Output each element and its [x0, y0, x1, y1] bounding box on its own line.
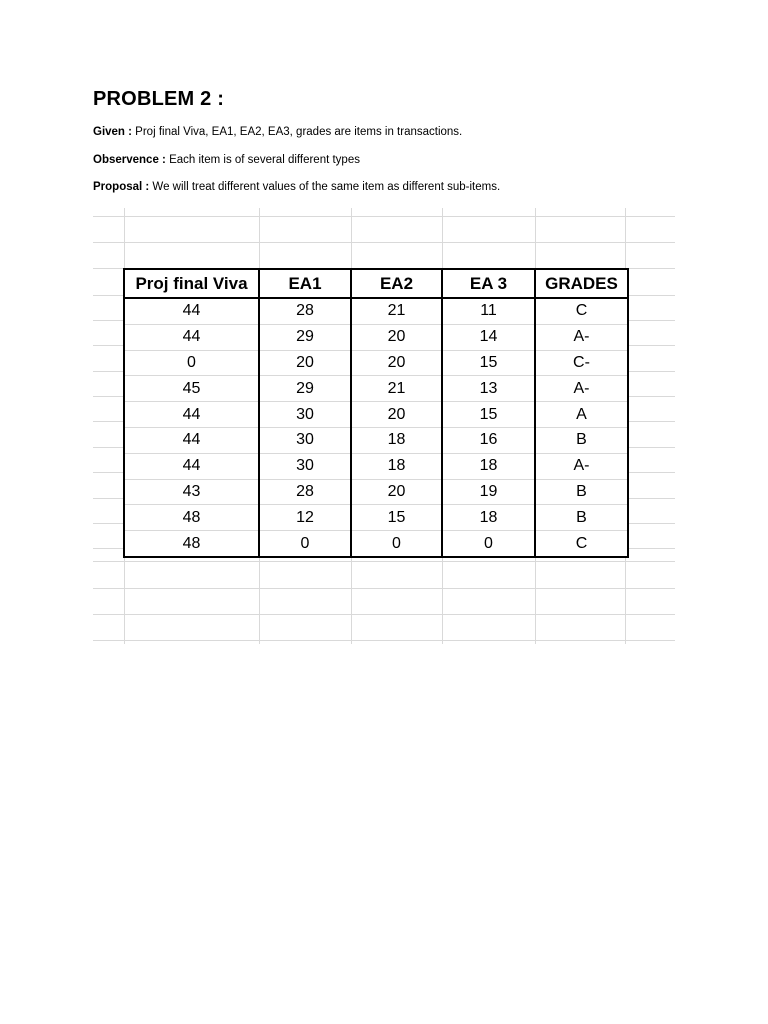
table-cell: 48 — [124, 531, 259, 557]
table-cell: 15 — [442, 402, 535, 428]
given-line — [93, 126, 462, 138]
table-cell: 44 — [124, 298, 259, 324]
gridline-horizontal — [93, 588, 675, 589]
given-text: Proj final Viva, EA1, EA2, EA3, grades are items in transactions. — [131, 126, 463, 138]
table-row — [124, 531, 628, 557]
table-cell: 43 — [124, 479, 259, 505]
table-cell: 30 — [259, 402, 351, 428]
table-cell: 29 — [259, 324, 351, 350]
gridline-horizontal — [93, 614, 675, 615]
table-cell: 20 — [351, 350, 442, 376]
table-cell: C- — [535, 350, 628, 376]
table-cell: 18 — [351, 453, 442, 479]
table-cell: 21 — [351, 376, 442, 402]
gridline-horizontal — [93, 242, 675, 243]
table-cell: 45 — [124, 376, 259, 402]
gridline-horizontal — [93, 216, 675, 217]
table-cell: C — [535, 531, 628, 557]
table-cell: 20 — [351, 324, 442, 350]
table-cell: 13 — [442, 376, 535, 402]
table-cell: 15 — [442, 350, 535, 376]
table-cell: 21 — [351, 298, 442, 324]
gridline-horizontal — [93, 640, 675, 641]
table-cell: 28 — [259, 298, 351, 324]
table-cell: A- — [535, 324, 628, 350]
table-row — [124, 505, 628, 531]
table-cell: 18 — [442, 505, 535, 531]
table-cell: 0 — [259, 531, 351, 557]
table-cell: 30 — [259, 453, 351, 479]
table-cell: 28 — [259, 479, 351, 505]
given-label: Given : — [93, 126, 132, 138]
table-cell: 30 — [259, 427, 351, 453]
table-row — [124, 453, 628, 479]
table-cell: 20 — [351, 402, 442, 428]
table-cell: 16 — [442, 427, 535, 453]
observence-label: Observence : — [93, 154, 166, 166]
table-cell: 0 — [351, 531, 442, 557]
table-cell: B — [535, 505, 628, 531]
gridline-horizontal — [93, 561, 675, 562]
header-proj-final-viva: Proj final Viva — [124, 269, 259, 298]
table-cell: C — [535, 298, 628, 324]
table-header-row — [124, 269, 628, 298]
table-cell: 19 — [442, 479, 535, 505]
proposal-line — [93, 181, 500, 193]
table-cell: 15 — [351, 505, 442, 531]
table-cell: 14 — [442, 324, 535, 350]
table-cell: 20 — [351, 479, 442, 505]
table-cell: A- — [535, 453, 628, 479]
table-cell: B — [535, 427, 628, 453]
table-row — [124, 376, 628, 402]
table-cell: 11 — [442, 298, 535, 324]
page-title: PROBLEM 2 : — [93, 88, 225, 110]
table-cell: 44 — [124, 453, 259, 479]
table-cell: 29 — [259, 376, 351, 402]
header-ea3: EA 3 — [442, 269, 535, 298]
table-cell: 18 — [442, 453, 535, 479]
header-ea1: EA1 — [259, 269, 351, 298]
grades-table — [123, 268, 629, 558]
proposal-label: Proposal : — [93, 181, 150, 193]
table-cell: 12 — [259, 505, 351, 531]
table-cell: 44 — [124, 402, 259, 428]
table-row — [124, 324, 628, 350]
table-cell: 48 — [124, 505, 259, 531]
observence-text: Each item is of several different types — [165, 154, 360, 166]
table-row — [124, 427, 628, 453]
table-cell: A — [535, 402, 628, 428]
table-cell: B — [535, 479, 628, 505]
table-cell: 18 — [351, 427, 442, 453]
header-grades: GRADES — [535, 269, 628, 298]
table-cell: 20 — [259, 350, 351, 376]
table-row — [124, 350, 628, 376]
table-cell: 0 — [124, 350, 259, 376]
table-cell: A- — [535, 376, 628, 402]
table-cell: 0 — [442, 531, 535, 557]
proposal-text: We will treat different values of the same item as different sub-items. — [149, 181, 501, 193]
header-ea2: EA2 — [351, 269, 442, 298]
table-row — [124, 298, 628, 324]
table-row — [124, 402, 628, 428]
table-cell: 44 — [124, 427, 259, 453]
table-body — [124, 298, 628, 557]
observence-line — [93, 154, 360, 166]
table-cell: 44 — [124, 324, 259, 350]
table-row — [124, 479, 628, 505]
